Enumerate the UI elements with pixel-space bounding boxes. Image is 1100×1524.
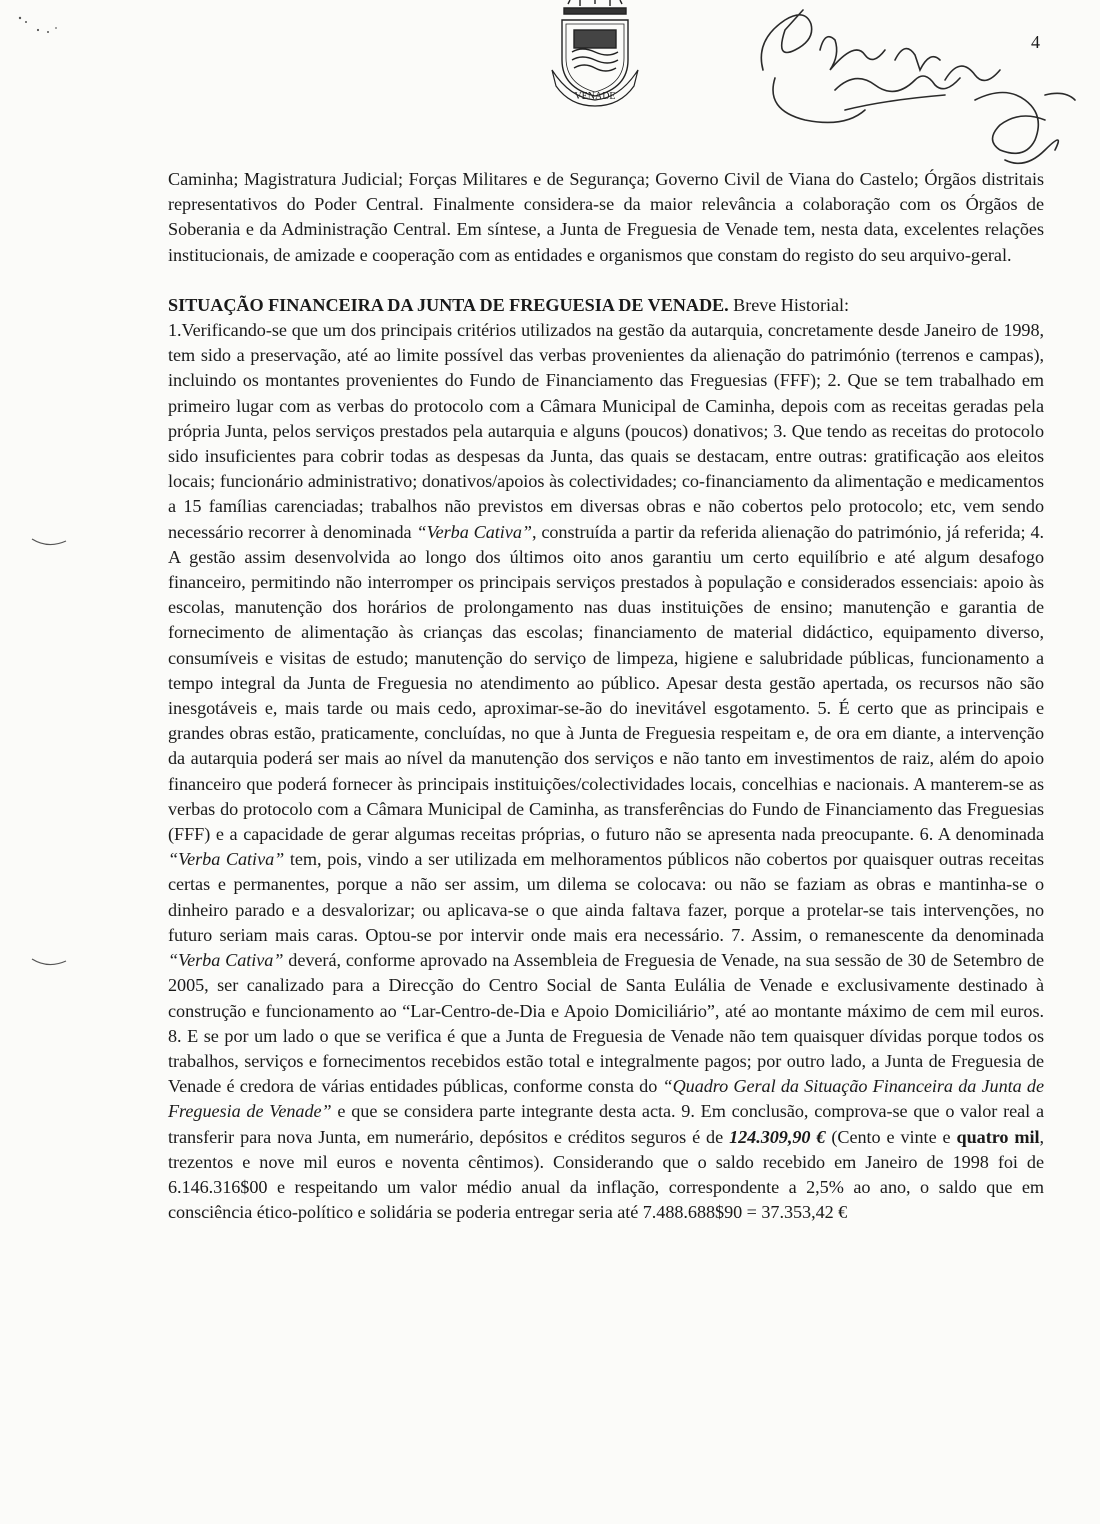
text-segment: (Cento e vinte e [825,1126,957,1147]
paragraph-financial-situation [168,293,1044,1226]
venade-crest-logo [540,0,650,108]
text-segment: , trezentos e nove mil euros e noventa cêntimos). Considerando que o saldo recebido em Janeiro de 1998 foi de 6.146.316$00 e respeitando um valor médio anual da inflação, correspondente a 2,5% ao ano, o saldo que em consciência ético-político e solidária se poderia entregar seria até 7.488.688$90 = 37.353,42 € [168,1126,1044,1223]
handwritten-signatures [745,0,1085,180]
text-segment: , construída a partir da referida alienação do património, já referida; 4. A gestão assim desenvolvida ao longo dos últimos oito anos garantiu um certo equilíbrio e até algum desafogo financeiro, permitindo não interromper os principais serviços prestados à população e considerados essenciais: apoio às escolas, manutenção dos horários de prolongamento nas duas instituições de ensino; manutenção e garantia de fornecimento de alimentação às crianças das escolas; financiamento de material didáctico, equipamento diverso, consumíveis e visitas de estudo; manutenção do serviço de limpeza, higiene e salubridade públicas, funcionamento a tempo integral da Junta de Freguesia no atendimento ao público. Apesar desta gestão apertada, os recursos não são inesgotáveis e, mais tarde ou mais cedo, aproximar-se-ão do inevitável esgotamento. 5. É certo que as principais e grandes obras estão, praticamente, concluídas, no que à Junta de Freguesia respeitam e, de ora em diante, a intervenção da autarquia poderá ser mais ao nível da manutenção dos serviços e não tanto em investimentos de raiz, além do apoio financeiro que poderá fornecer às principais instituições/colectividades locais, concelhias e nacionais. A manterem-se as verbas do protocolo com a Câmara Municipal de Caminha, as transferências do Fundo de Financiamento das Freguesias (FFF) e a capacidade de gerar algumas receitas próprias, o futuro não se apresenta nada preocupante. 6. A denominada [168,521,1044,845]
margin-mark [30,535,70,549]
scan-specks [8,0,68,40]
margin-mark [30,955,70,969]
document-body [168,167,1044,1225]
verba-cativa-term: “Verba Cativa” [416,521,532,542]
quadro-geral-title: “Quadro Geral da Situação Financeira da Junta de Freguesia de Venade” [168,1076,1045,1122]
text-segment: tem, pois, vindo a ser utilizada em melhoramentos públicos não cobertos por quaisquer outras receitas certas e permanentes, porque a não ser assim, um dilema se colocava: ou não se faziam as obras e mantinha-se o dinheiro parado e a desvalorizar; ou aplicava-se o que ainda faltava fazer, porque a protelar-se tais intervenções, no futuro seriam mais caras. Optou-se por intervir onde mais era necessário. 7. Assim, o remanescente da denominada [168,849,1044,945]
section-subtitle: Breve Historial: [728,294,850,315]
crest-banner-text: VENADE [574,91,616,102]
text-segment: e que se considera parte integrante desta acta. 9. Em conclusão, comprova-se que o valor real a transferir para nova Junta, em numerário, depósitos e créditos seguros é de [168,1101,1044,1147]
verba-cativa-term: “Verba Cativa” [168,950,284,971]
transfer-amount: 124.309,90 € [729,1126,826,1147]
text-segment: 1.Verificando-se que um dos principais critérios utilizados na gestão da autarquia, concretamente desde Janeiro de 1998, tem sido a preservação, até ao limite possível das verbas provenientes da alienação do património (terrenos e campas), incluindo os montantes provenientes do Fundo de Financiamento das Freguesias (FFF); 2. Que se tem trabalhado em primeiro lugar com as verbas do protocolo com a Câmara Municipal de Caminha, depois com as receitas geradas pela própria Junta, pelos serviços prestados pela autarquia e alguns (poucos) donativos; 3. Que tendo as receitas do protocolo sido insuficientes para cobrir todas as despesas da Junta, das quais se destacam, entre outras: gratificação aos eleitos locais; funcionário administrativo; donativos/apoios às colectividades; co-financiamento da alimentação e medicamentos a 15 famílias carenciadas; trabalhos não previstos em diversas obras e não cobertos pelo protocolo; etc, vem sendo necessário recorrer à denominada [168,320,1044,542]
verba-cativa-term: “Verba Cativa” [168,849,285,870]
amount-words-bold: quatro mil [956,1126,1040,1147]
paragraph-relations: Caminha; Magistratura Judicial; Forças Militares e de Segurança; Governo Civil de Viana do Castelo; Órgãos distritais representativos do Poder Central. Finalmente considera-se da maior relevância a colaboração com os Órgãos de Soberania e da Administração Central. Em síntese, a Junta de Freguesia de Venade tem, nesta data, excelentes relações institucionais, de amizade e cooperação com as entidades e organismos que constam do registo do seu arquivo-geral. [168,169,1044,265]
section-title: SITUAÇÃO FINANCEIRA DA JUNTA DE FREGUESIA DE VENADE. [168,294,729,315]
text-segment: deverá, conforme aprovado na Assembleia de Freguesia de Venade, na sua sessão de 30 de Setembro de 2005, ser canalizado para a Direcção do Centro Social de Santa Eulália de Venade e exclusivamente destinado à construção e funcionamento ao “Lar-Centro-de-Dia e Apoio Domiciliário”, até ao montante máximo de cem mil euros. 8. E se por um lado o que se verifica é que a Junta de Freguesia de Venade não tem quaisquer dívidas porque todos os trabalhos, serviços e fornecimentos recebidos estão total e integralmente pagos; por outro lado, a Junta de Freguesia de Venade é credora de várias entidades públicas, conforme consta do [168,950,1044,1097]
page-number: 4 [1031,32,1040,52]
